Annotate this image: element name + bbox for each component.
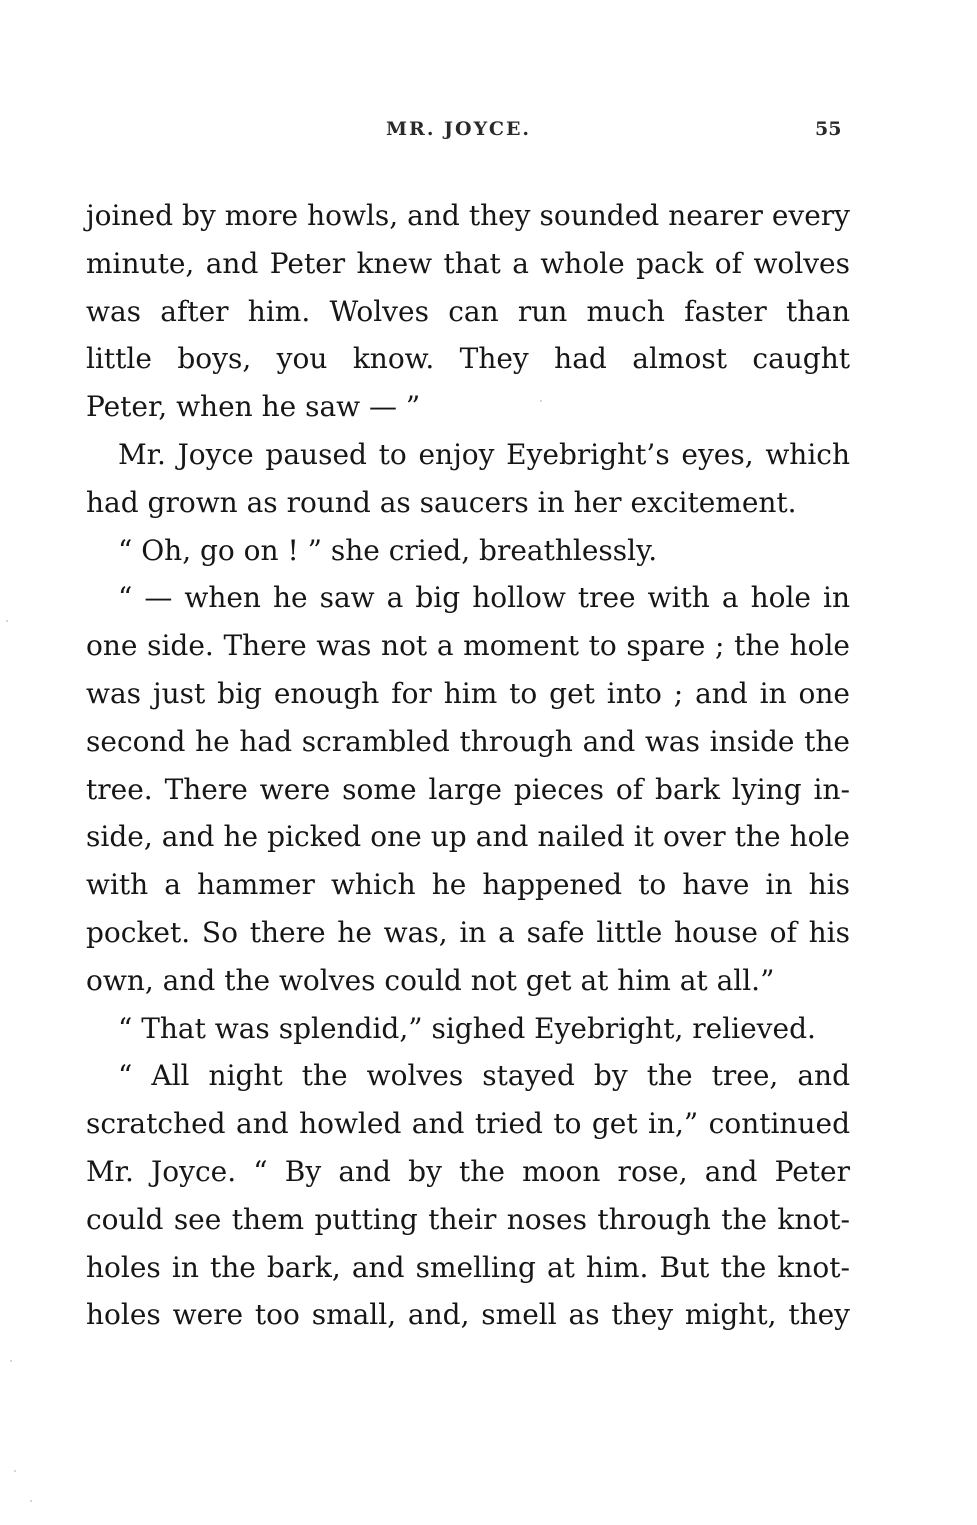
paper-speck <box>14 1470 16 1472</box>
text-line: had grown as round as saucers in her excitement. <box>86 485 797 519</box>
text-line: holes in the bark, and smelling at him. But the knot- <box>86 1250 850 1284</box>
text-line: Peter, when he saw — ” <box>86 390 421 424</box>
text-line: joined by more howls, and they sounded nearer every <box>86 199 850 232</box>
text-line: tree. There were some large pieces of bark lying in- <box>86 772 850 806</box>
text-line: little boys, you know. They had almost caught <box>86 342 850 376</box>
text-line: Mr. Joyce. “ By and by the moon rose, and Peter <box>86 1154 850 1188</box>
text-line: own, and the wolves could not get at him at all.” <box>86 963 775 997</box>
text-line: “ Oh, go on ! ” she cried, breathlessly. <box>118 533 658 567</box>
text-line: second he had scrambled through and was inside the <box>86 724 850 758</box>
paper-speck <box>540 400 542 402</box>
paper-speck <box>30 1500 32 1502</box>
text-line: pocket. So there he was, in a safe little house of his <box>86 915 850 949</box>
text-line: was just big enough for him to get into ; and in one <box>86 676 850 710</box>
text-line: with a hammer which he happened to have in his <box>86 868 850 902</box>
text-line: scratched and howled and tried to get in,” continued <box>86 1107 850 1141</box>
text-line: holes were too small, and, smell as they might, they <box>86 1298 850 1332</box>
page-number: 55 <box>815 118 842 140</box>
paper-speck <box>10 1360 12 1362</box>
running-head <box>0 118 977 148</box>
text-line: “ All night the wolves stayed by the tree, and <box>118 1059 850 1093</box>
text-line: “ — when he saw a big hollow tree with a hole in <box>118 581 850 615</box>
body-text <box>86 192 850 1339</box>
text-line: side, and he picked one up and nailed it over the hole <box>86 820 850 854</box>
running-title: MR. JOYCE. <box>386 118 532 140</box>
text-line: “ That was splendid,” sighed Eyebright, relieved. <box>118 1011 816 1045</box>
text-line: could see them putting their noses through the knot- <box>86 1202 850 1236</box>
paper-speck <box>6 620 8 622</box>
text-line: one side. There was not a moment to spare ; the hole <box>86 629 850 663</box>
text-line: was after him. Wolves can run much faster than <box>86 294 850 328</box>
text-line: Mr. Joyce paused to enjoy Eyebright’s eyes, which <box>118 437 850 471</box>
text-line: minute, and Peter knew that a whole pack of wolves <box>86 246 850 280</box>
